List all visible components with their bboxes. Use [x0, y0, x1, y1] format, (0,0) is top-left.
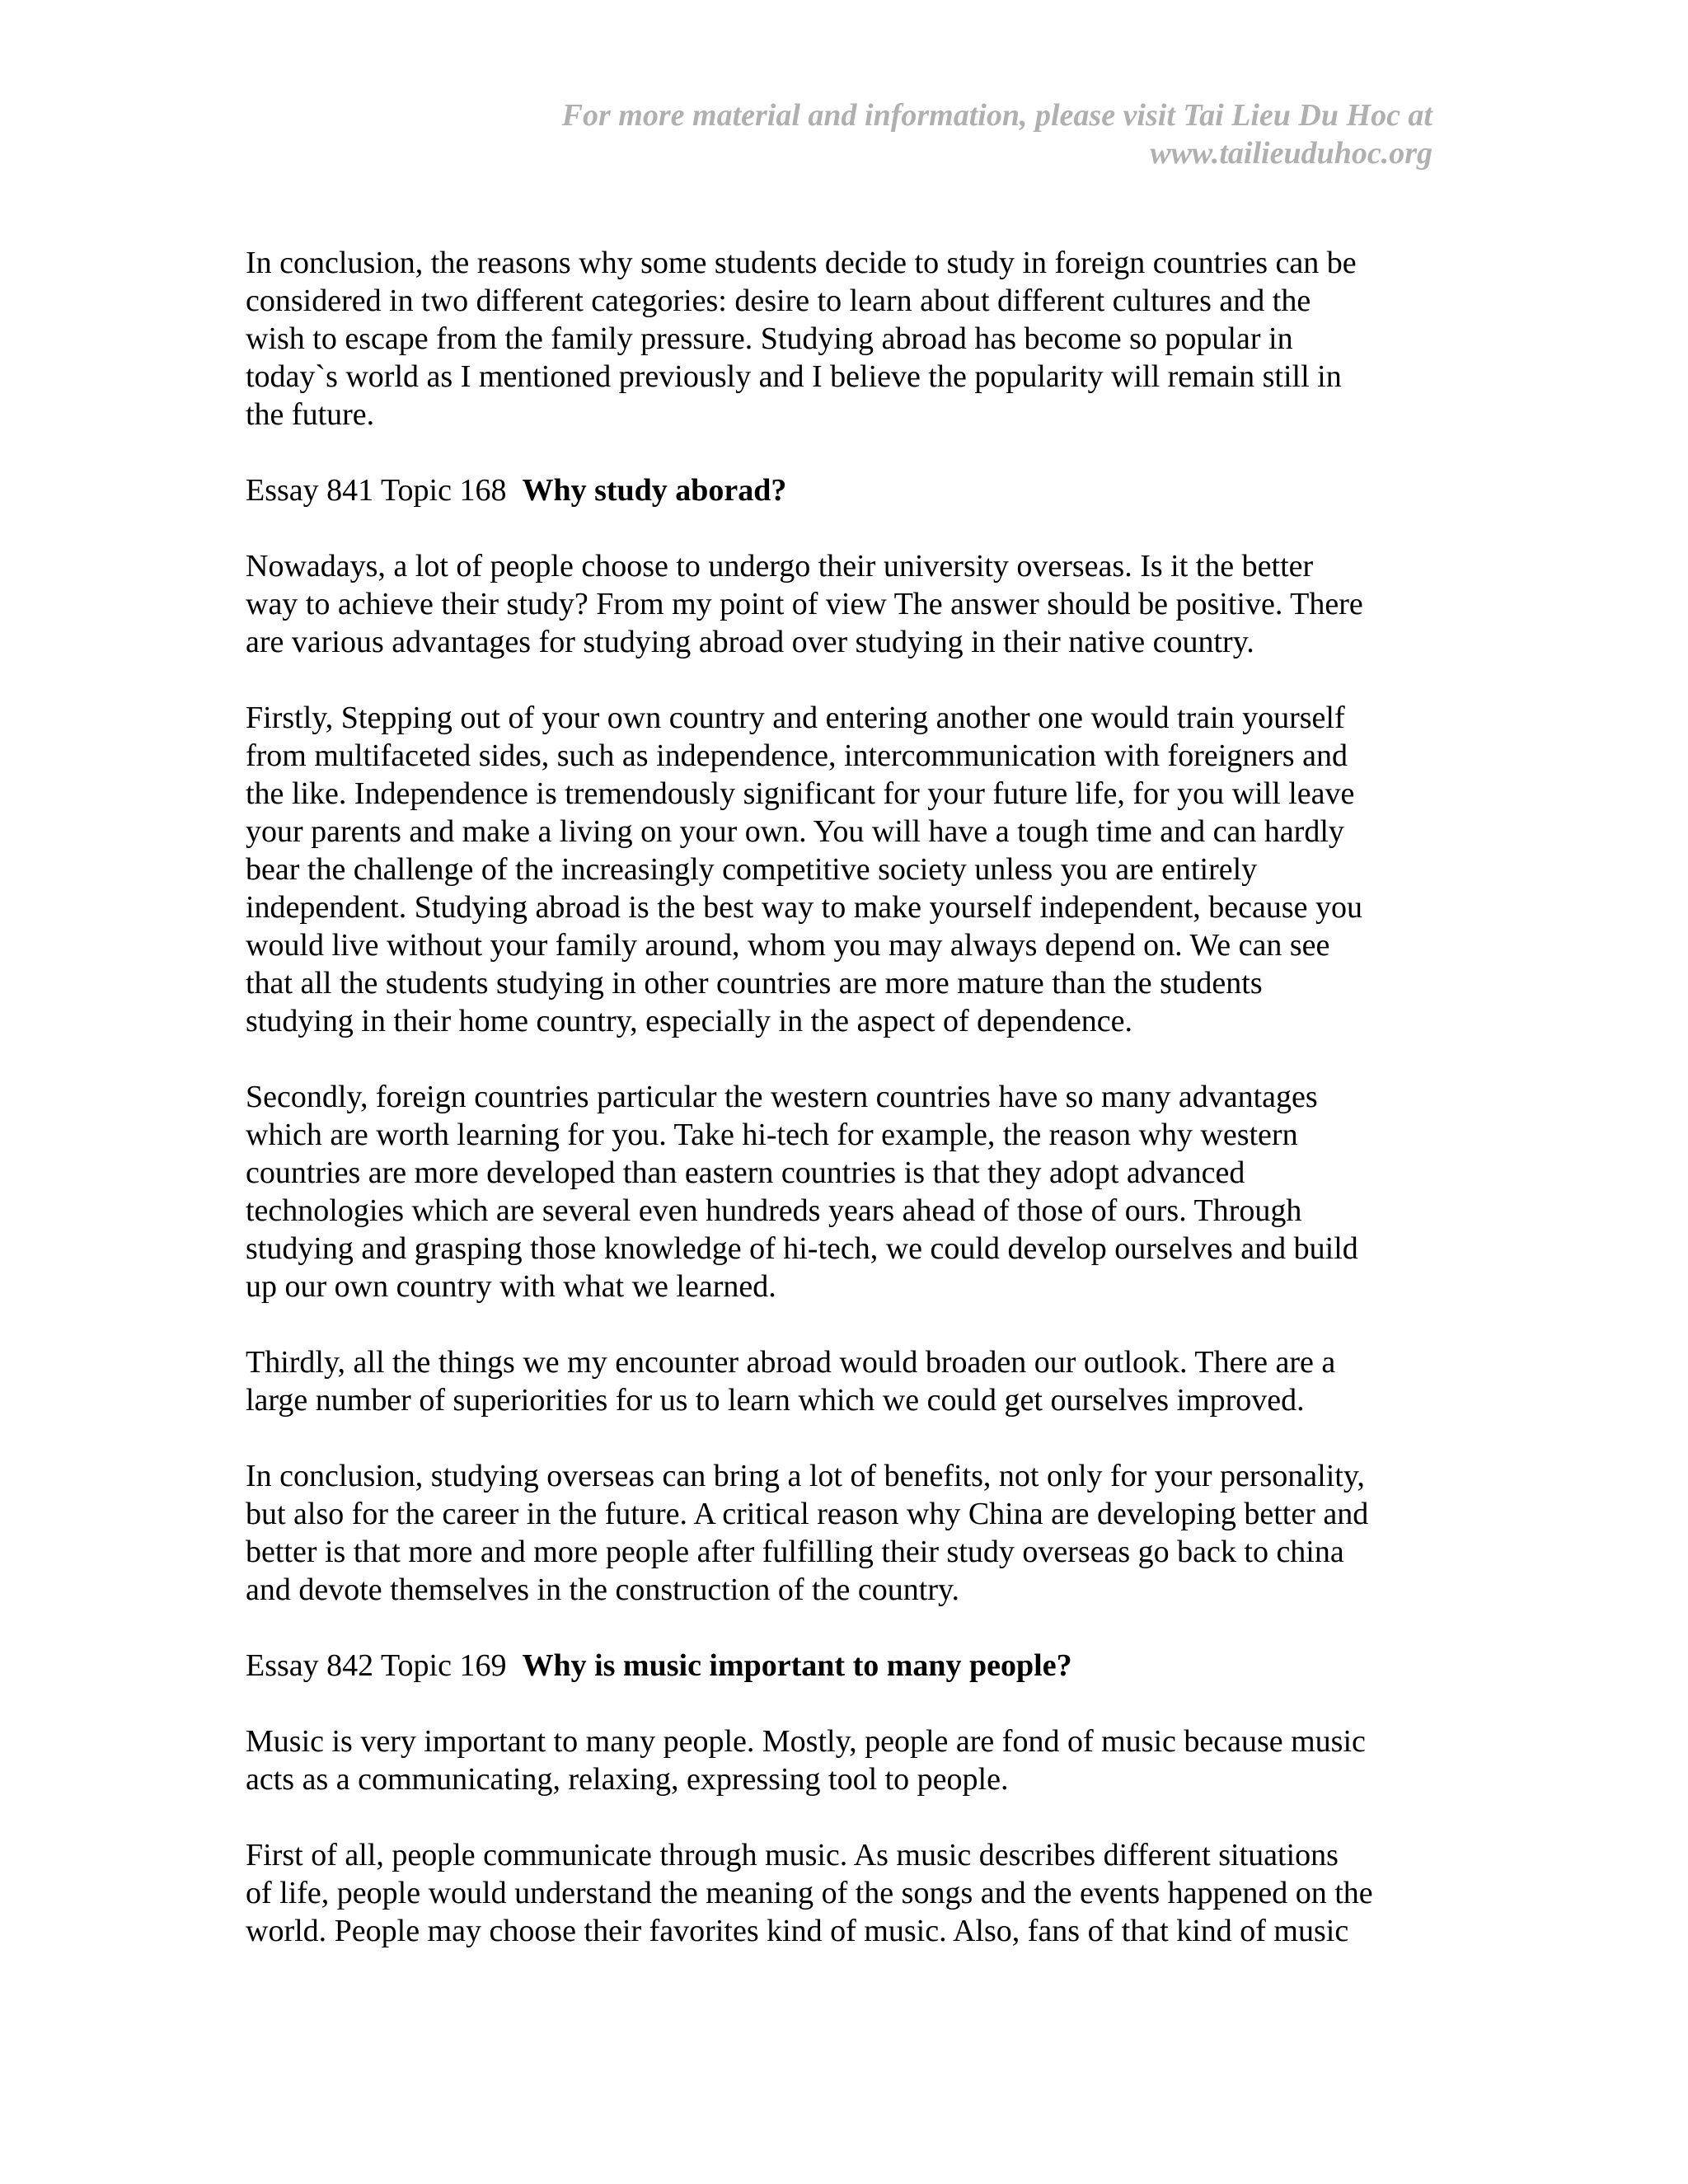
text-line: technologies which are several even hundreds years ahead of those of ours. Through — [246, 1193, 1302, 1228]
paragraph — [246, 1722, 1441, 1798]
text-line: studying and grasping those knowledge of hi-tech, we could develop ourselves and build — [246, 1231, 1358, 1266]
text-line: large number of superiorities for us to learn which we could get ourselves improved. — [246, 1383, 1305, 1418]
text-line: wish to escape from the family pressure. Studying abroad has become so popular in — [246, 321, 1293, 356]
essay-title: Why study aborad? — [522, 473, 787, 508]
paragraph — [246, 244, 1441, 434]
text-line: In conclusion, the reasons why some students decide to study in foreign countries can be — [246, 246, 1357, 280]
text-line: the future. — [246, 397, 375, 432]
text-line: Nowadays, a lot of people choose to undergo their university overseas. Is it the better — [246, 549, 1314, 583]
text-line: but also for the career in the future. A critical reason why China are developing better and — [246, 1497, 1369, 1531]
page-header — [443, 96, 1432, 172]
text-line: Thirdly, all the things we my encounter abroad would broaden our outlook. There are a — [246, 1345, 1336, 1380]
header-line: For more material and information, please visit Tai Lieu Du Hoc at — [561, 98, 1432, 133]
text-line: Music is very important to many people. Mostly, people are fond of music because music — [246, 1724, 1366, 1759]
text-line: would live without your family around, whom you may always depend on. We can see — [246, 928, 1330, 963]
paragraph — [246, 699, 1441, 1040]
text-line: Secondly, foreign countries particular the western countries have so many advantages — [246, 1080, 1318, 1114]
text-line: and devote themselves in the construction of the country. — [246, 1572, 960, 1607]
text-line: better is that more and more people after fulfilling their study overseas go back to china — [246, 1535, 1344, 1569]
text-line: bear the challenge of the increasingly competitive society unless you are entirely — [246, 852, 1258, 887]
paragraph — [246, 547, 1441, 661]
text-line: which are worth learning for you. Take hi-tech for example, the reason why western — [246, 1118, 1298, 1152]
text-line: Firstly, Stepping out of your own country and entering another one would train yourself — [246, 701, 1345, 735]
text-line: countries are more developed than eastern countries is that they adopt advanced — [246, 1155, 1245, 1190]
text-line: First of all, people communicate through music. As music describes different situations — [246, 1838, 1339, 1872]
text-line: acts as a communicating, relaxing, expressing tool to people. — [246, 1762, 1009, 1797]
paragraph — [246, 1343, 1441, 1419]
text-line: are various advantages for studying abroad over studying in their native country. — [246, 625, 1254, 659]
essay-number: Essay 841 Topic 168 — [246, 473, 507, 508]
text-line: independent. Studying abroad is the best way to make yourself independent, because you — [246, 890, 1362, 925]
text-line: studying in their home country, especially in the aspect of dependence. — [246, 1004, 1132, 1038]
paragraph — [246, 1836, 1441, 1950]
text-line: the like. Independence is tremendously significant for your future life, for you will leave — [246, 776, 1355, 811]
text-line: from multifaceted sides, such as independence, intercommunication with foreigners and — [246, 738, 1348, 773]
text-line: that all the students studying in other countries are more mature than the students — [246, 966, 1263, 1001]
paragraph — [246, 1457, 1441, 1609]
essay-heading — [246, 471, 1441, 509]
text-line: up our own country with what we learned. — [246, 1269, 776, 1304]
document-body — [246, 244, 1441, 1988]
text-line: of life, people would understand the meaning of the songs and the events happened on the — [246, 1876, 1373, 1910]
essay-title: Why is music important to many people? — [522, 1648, 1072, 1683]
essay-number: Essay 842 Topic 169 — [246, 1648, 507, 1683]
essay-heading — [246, 1647, 1441, 1685]
header-url: www.tailieuduhoc.org — [1150, 136, 1432, 171]
text-line: In conclusion, studying overseas can bring a lot of benefits, not only for your personality, — [246, 1459, 1365, 1493]
text-line: way to achieve their study? From my point of view The answer should be positive. There — [246, 587, 1363, 621]
text-line: today`s world as I mentioned previously and I believe the popularity will remain still in — [246, 359, 1342, 394]
text-line: considered in two different categories: desire to learn about different cultures and the — [246, 284, 1311, 318]
text-line: your parents and make a living on your own. You will have a tough time and can hardly — [246, 814, 1344, 849]
paragraph — [246, 1078, 1441, 1305]
text-line: world. People may choose their favorites kind of music. Also, fans of that kind of music — [246, 1914, 1349, 1948]
